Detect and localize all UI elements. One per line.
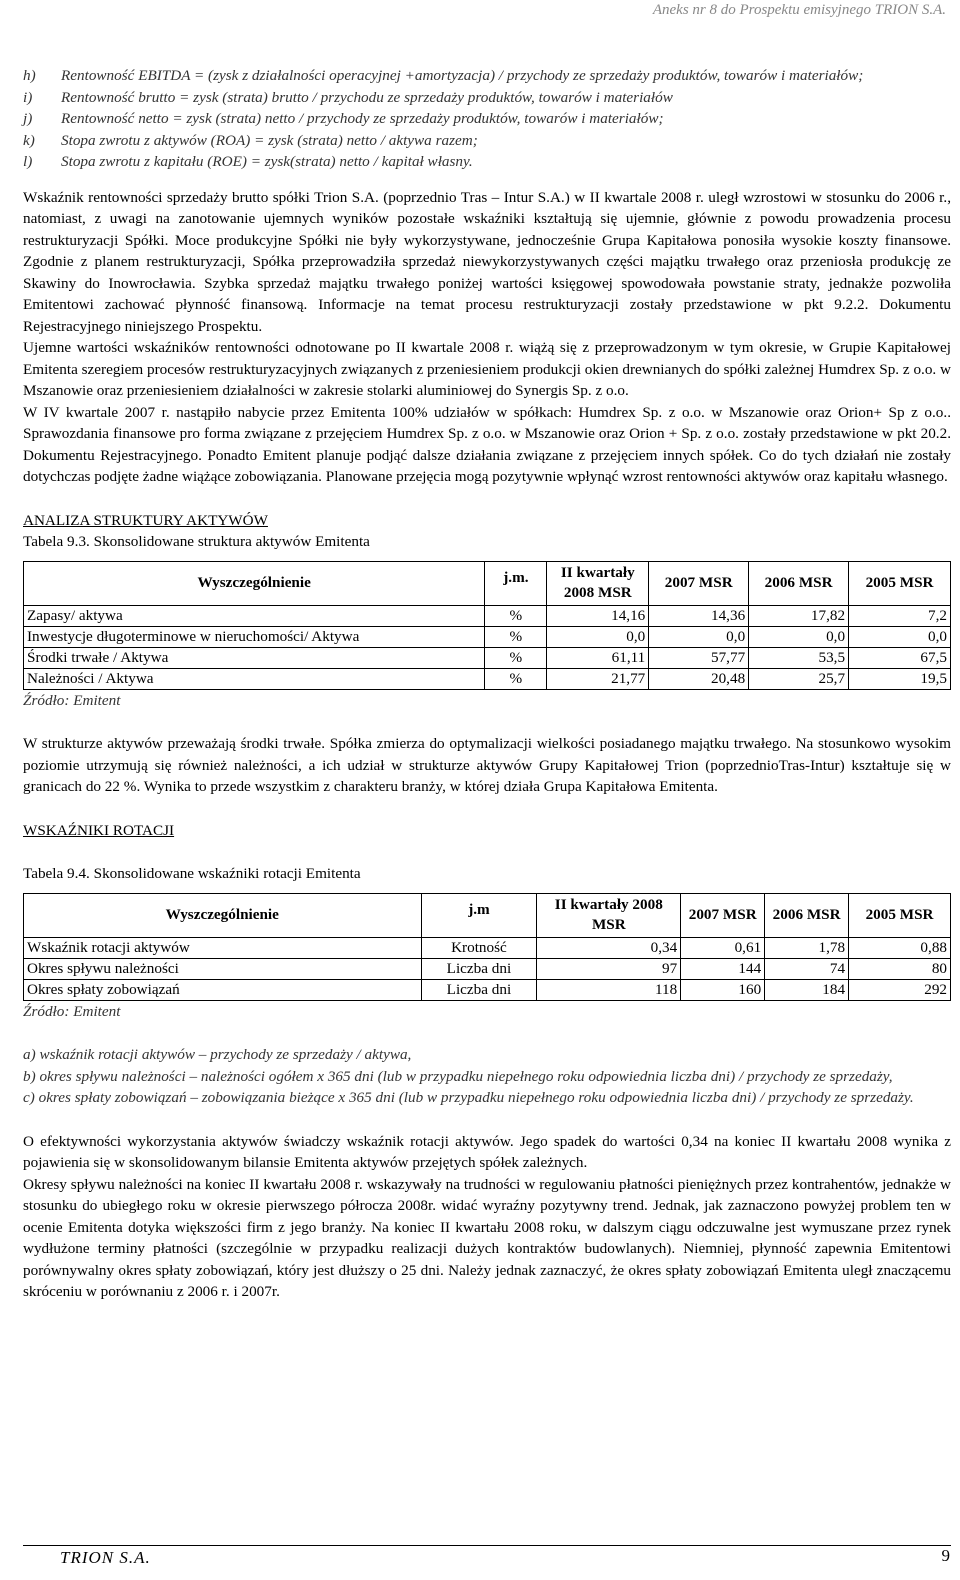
unit-cell: %	[485, 626, 547, 647]
formula-item	[23, 108, 951, 130]
row-label: Wskaźnik rotacji aktywów	[24, 937, 422, 958]
column-header: 2007 MSR	[649, 561, 749, 605]
unit-cell: Krotność	[421, 937, 537, 958]
value-cell: 80	[849, 958, 951, 979]
table-row	[24, 647, 951, 668]
column-header: Wyszczególnienie	[24, 893, 422, 937]
value-cell: 0,0	[749, 626, 849, 647]
column-header: j.m.	[485, 561, 547, 605]
row-label: Zapasy/ aktywa	[24, 605, 485, 626]
footer-rule	[23, 1545, 951, 1546]
table-row	[24, 937, 951, 958]
table-caption: Tabela 9.3. Skonsolidowane struktura aktywów Emitenta	[23, 533, 370, 550]
table-source: Źródło: Emitent	[23, 691, 121, 709]
content	[23, 65, 951, 1303]
value-cell: 20,48	[649, 668, 749, 689]
value-cell: 0,0	[649, 626, 749, 647]
section-title: WSKAŹNIKI ROTACJI	[23, 821, 175, 839]
value-cell: 292	[849, 979, 951, 1000]
assets-structure-table	[23, 561, 951, 690]
value-cell: 25,7	[749, 668, 849, 689]
table-row	[24, 626, 951, 647]
value-cell: 61,11	[547, 647, 649, 668]
paragraph: W strukturze aktywów przeważają środki trwałe. Spółka zmierza do optymalizacji wielkości posiadanego majątku trwałego. Na stosunkowo wysokim poziomie utrzymują się również należności, a ich udział w strukturze aktywów Grupy Kapitałowej Trion (poprzednioTras-Intur) kształtuje się w granicach do 22 %. Wynika to przede wszystkim z charakteru branży, w której działa Grupa Kapitałowa Emitenta.	[23, 735, 951, 795]
value-cell: 184	[765, 979, 849, 1000]
column-header: Wyszczególnienie	[24, 561, 485, 605]
formula-item	[23, 130, 951, 152]
value-cell: 144	[681, 958, 765, 979]
formula-text: Rentowność brutto = zysk (strata) brutto / przychodu ze sprzedaży produktów, towarów i materiałów	[61, 88, 673, 106]
formula-label: j)	[23, 110, 33, 127]
paragraph: Okresy spływu należności na koniec II kwartału 2008 r. wskazywały na trudności w regulowaniu płatności pieniężnych przez kontrahentów, jednakże w stosunku do ubiegłego roku w okresie pierwszego półrocza 2008r. widać wyraźny pozytywny trend. Jednak, jak zaznaczono powyżej problem ten w ocenie Emitenta dotyka większości firm z jego branży. Na koniec II kwartału 2008 roku, w dalszym ciągu odczuwalne jest wymuszane przez rynek wydłużone terminy płatności (szczególnie w przypadku realizacji dużych kontraktów budowlanych). Niemniej, płynność zapewnia Emitentowi porównywalny okres spłaty zobowiązań, który jest dłuższy o 25 dni. Należy jednak zaznaczyć, że okres spłaty zobowiązań Emitenta uległ znaczącemu skróceniu w porównaniu z 2006 r. i 2007r.	[23, 1175, 951, 1300]
value-cell: 0,61	[681, 937, 765, 958]
value-cell: 21,77	[547, 668, 649, 689]
table-row	[24, 979, 951, 1000]
formula-item	[23, 65, 951, 87]
formula-item	[23, 87, 951, 109]
value-cell: 0,34	[537, 937, 681, 958]
formula-label: l)	[23, 153, 33, 170]
row-label: Okres spłaty zobowiązań	[24, 979, 422, 1000]
table-row	[24, 605, 951, 626]
unit-cell: Liczba dni	[421, 979, 537, 1000]
column-header: 2006 MSR	[765, 893, 849, 937]
column-header: 2006 MSR	[749, 561, 849, 605]
column-header: II kwartały 2008 MSR	[537, 893, 681, 937]
formula-text: Stopa zwrotu z kapitału (ROE) = zysk(strata) netto / kapitał własny.	[61, 153, 473, 170]
unit-cell: %	[485, 647, 547, 668]
formula-text: Stopa zwrotu z aktywów (ROA) = zysk (strata) netto / aktywa razem;	[61, 131, 478, 149]
unit-cell: %	[485, 605, 547, 626]
formula-label: h)	[23, 67, 36, 84]
row-label: Inwestycje długoterminowe w nieruchomości/ Aktywa	[24, 626, 485, 647]
value-cell: 0,0	[849, 626, 951, 647]
unit-cell: Liczba dni	[421, 958, 537, 979]
value-cell: 53,5	[749, 647, 849, 668]
table-row	[24, 668, 951, 689]
paragraph: Wskaźnik rentowności sprzedaży brutto spółki Trion S.A. (poprzednio Tras – Intur S.A.) w II kwartale 2008 r. uległ wzrostowi w stosunku do 2006 r., natomiast, z uwagi na zanotowanie ujemnych wyników pozostałe wskaźniki kształtują się ujemnie, głównie z powodu prowadzenia procesu restrukturyzacji Spółki. Moce produkcyjne Spółki nie były wykorzystywane, jednocześnie Grupa Kapitałowa ponosiła wysokie koszty finansowe. Zgodnie z planem restrukturyzacji, Spółka przeprowadziła sprzedaż niewykorzystywanych części majątku trwałego oraz przeniosła produkcję ze Skawiny do Inowrocławia. Szybka sprzedaż majątku trwałego poniżej wartości księgowej spowodowała powstanie straty, jednakże pozwoliła Emitentowi zachować płynność finansową. Informacje na temat procesu restrukturyzacji zostały przedstawione w pkt 9.2.2. Dokumentu Rejestracyjnego niniejszego Prospektu.	[23, 188, 951, 335]
rotation-ratios-table	[23, 893, 951, 1001]
row-label: Należności / Aktywa	[24, 668, 485, 689]
value-cell: 19,5	[849, 668, 951, 689]
value-cell: 17,82	[749, 605, 849, 626]
paragraph: W IV kwartale 2007 r. nastąpiło nabycie przez Emitenta 100% udziałów w spółkach: Humdrex Sp. z o.o. w Mszanowie oraz Orion+ Sp z o.o.. Sprawozdania finansowe pro forma związane z przejęciem Humdrex Sp. z o.o. w Mszanowie oraz Orion + Sp. z o.o. zostały przedstawione w pkt 20.2. Dokumentu Rejestracyjnego. Ponadto Emitent planuje podjąć dalsze działania związane z przejęciem innych spółek. Co do tych działań nie zostały dotychczas podjęte żadne wiążące zobowiązania. Planowane przejęcia mogą pozytywnie wpłynąć wzrost rentowności aktywów oraz kapitału własnego.	[23, 403, 951, 485]
formula-label: i)	[23, 88, 33, 106]
footer-company: TRION S.A.	[60, 1548, 151, 1567]
value-cell: 0,0	[547, 626, 649, 647]
page-header: Aneks nr 8 do Prospektu emisyjnego TRION S.A.	[652, 2, 946, 18]
row-label: Okres spływu należności	[24, 958, 422, 979]
formula-item	[23, 151, 951, 173]
formula-text: Rentowność EBITDA = (zysk z działalności operacyjnej +amortyzacja) / przychody ze sprzedaży produktów, towarów i materiałów;	[61, 67, 864, 84]
row-label: Środki trwałe / Aktywa	[24, 647, 485, 668]
column-header: 2007 MSR	[681, 893, 765, 937]
definition: a) wskaźnik rotacji aktywów – przychody ze sprzedaży / aktywa,	[23, 1046, 412, 1063]
value-cell: 74	[765, 958, 849, 979]
table-source: Źródło: Emitent	[23, 1002, 121, 1020]
value-cell: 14,36	[649, 605, 749, 626]
definition: c) okres spłaty zobowiązań – zobowiązania bieżące x 365 dni (lub w przypadku niepełnego roku odpowiednia liczba dni) / przychody ze sprzedaży.	[23, 1089, 914, 1106]
value-cell: 1,78	[765, 937, 849, 958]
value-cell: 160	[681, 979, 765, 1000]
section-title: ANALIZA STRUKTURY AKTYWÓW	[23, 511, 268, 529]
page-number: 9	[941, 1546, 950, 1565]
unit-cell: %	[485, 668, 547, 689]
value-cell: 14,16	[547, 605, 649, 626]
value-cell: 67,5	[849, 647, 951, 668]
formula-list	[23, 65, 951, 173]
definition: b) okres spływu należności – należności ogółem x 365 dni (lub w przypadku niepełnego roku odpowiednia liczba dni) / przychody ze sprzedaży,	[23, 1067, 893, 1085]
formula-text: Rentowność netto = zysk (strata) netto / przychody ze sprzedaży produktów, towarów i materiałów;	[61, 110, 664, 127]
value-cell: 118	[537, 979, 681, 1000]
column-header: 2005 MSR	[849, 561, 951, 605]
paragraph: O efektywności wykorzystania aktywów świadczy wskaźnik rotacji aktywów. Jego spadek do wartości 0,34 na koniec II kwartału 2008 wynika z pojawienia się w skonsolidowanym bilansie Emitenta aktywów przejętych spółek zależnych.	[23, 1132, 951, 1171]
value-cell: 57,77	[649, 647, 749, 668]
value-cell: 7,2	[849, 605, 951, 626]
table-caption: Tabela 9.4. Skonsolidowane wskaźniki rotacji Emitenta	[23, 865, 361, 882]
column-header: 2005 MSR	[849, 893, 951, 937]
formula-label: k)	[23, 131, 35, 149]
paragraph: Ujemne wartości wskaźników rentowności odnotowane po II kwartale 2008 r. wiążą się z przeprowadzonym w tym okresie, w Grupie Kapitałowej Emitenta szeregiem procesów restrukturyzacyjnych związanych z przeniesieniem produkcji okien drewnianych do spółki zależnej Humdrex Sp. z o.o. w Mszanowie oraz przeniesieniem działalności w zakresie stolarki aluminiowej do Synergis Sp. z o.o.	[23, 339, 951, 399]
value-cell: 0,88	[849, 937, 951, 958]
value-cell: 97	[537, 958, 681, 979]
column-header: II kwartały 2008 MSR	[547, 561, 649, 605]
table-row	[24, 958, 951, 979]
column-header: j.m	[421, 893, 537, 937]
